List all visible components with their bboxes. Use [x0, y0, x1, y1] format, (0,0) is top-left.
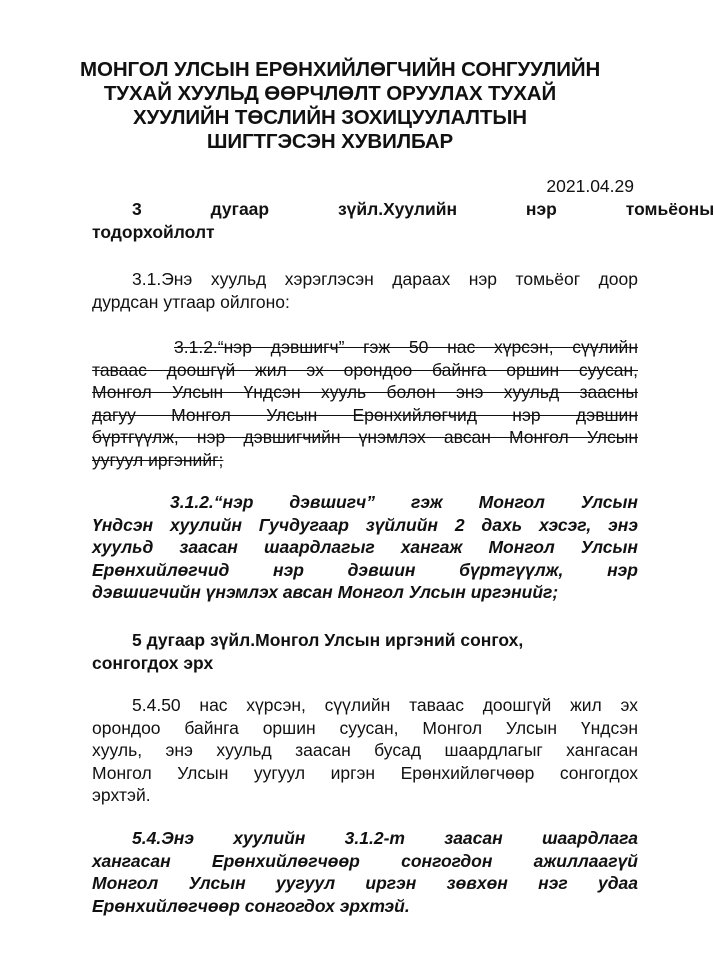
article-3-1-2-deleted-paragraph — [92, 336, 638, 471]
article-5-4-amended-paragraph — [92, 827, 638, 917]
word: томьёоны — [625, 199, 714, 219]
heading-line: 5 дугаар зүйл.Монгол Улсын иргэний сонгох, — [132, 630, 524, 650]
paragraph-line: 5.4.Энэ хуулийн 3.1.2-т заасан шаардлага — [132, 828, 638, 848]
title-line: ХУУЛИЙН ТӨСЛИЙН ЗОХИЦУУЛАЛТЫН — [132, 106, 528, 129]
article-number: 3 — [132, 199, 142, 219]
paragraph-line: 3.1.Энэ хуульд хэрэглэсэн дараах нэр томьёог доор — [132, 269, 638, 289]
document-date: 2021.04.29 — [546, 176, 634, 196]
paragraph-line: дагуу Монгол Улсын Ерөнхийлөгчид нэр дэвшин — [92, 404, 638, 425]
paragraph-line: дурдсан утгаар ойлгоно: — [92, 291, 290, 312]
paragraph-line: Монгол Улсын уугуул иргэн Ерөнхийлөгчөөр сонгогдох — [92, 762, 638, 783]
paragraph-line: таваас доошгүй жил эх орондоо байнга оршин суусан, — [92, 359, 638, 380]
heading-line — [92, 198, 714, 221]
paragraph-line: 5.4.50 нас хүрсэн, сүүлийн таваас доошгүй жил эх — [132, 695, 638, 715]
paragraph-line: Монгол Улсын уугуул иргэн зөвхөн нэг удаа — [92, 873, 638, 893]
paragraph-line: хууль, энэ хуульд заасан бусад шаардлагыг хангасан — [92, 740, 638, 760]
title-line: МОНГОЛ УЛСЫН ЕРӨНХИЙЛӨГЧИЙН СОНГУУЛИЙН — [80, 58, 601, 81]
title-line: ШИГТГЭСЭН ХУВИЛБАР — [206, 130, 454, 153]
article-5-heading — [92, 629, 638, 674]
article-3-heading — [92, 198, 714, 243]
document-title — [80, 58, 601, 154]
paragraph-line: Ерөнхийлөгчөөр сонгогдох эрхтэй. — [92, 895, 410, 916]
heading-line: сонгогдох эрх — [92, 652, 214, 673]
word: нэр — [525, 199, 557, 219]
paragraph-line: дэвшигчийн үнэмлэх авсан Монгол Улсын иргэнийг; — [92, 582, 559, 602]
word: дугаар — [210, 199, 270, 219]
article-3-1-paragraph — [92, 268, 638, 313]
paragraph-line: Үндсэн хуулийн Гучдугаар зүйлийн 2 дахь хэсэг, энэ — [92, 514, 638, 535]
word: зүйл.Хуулийн — [337, 199, 458, 219]
paragraph-line: хуульд заасан шаардлагыг хангаж Монгол Улсын — [92, 537, 638, 557]
paragraph-line: 3.1.2.“нэр дэвшигч” гэж Монгол Улсын — [170, 492, 638, 512]
paragraph-line: 3.1.2.“нэр дэвшигч” гэж 50 нас хүрсэн, сүүлийн — [174, 337, 638, 357]
paragraph-line: эрхтэй. — [92, 785, 151, 805]
paragraph-line: уугуул иргэнийг; — [92, 449, 224, 470]
heading-line: тодорхойлолт — [92, 221, 215, 242]
title-line: ТУХАЙ ХУУЛЬД ӨӨРЧЛӨЛТ ОРУУЛАХ ТУХАЙ — [103, 82, 557, 105]
paragraph-line: бүртгүүлж, нэр дэвшигчийн үнэмлэх авсан Монгол Улсын — [92, 427, 638, 447]
paragraph-line: хангасан Ерөнхийлөгчөөр сонгогдон ажиллаагүй — [92, 850, 638, 871]
paragraph-line: орондоо байнга оршин суусан, Монгол Улсын Үндсэн — [92, 717, 638, 738]
paragraph-line: Ерөнхийлөгчид нэр дэвшин бүртгүүлж, нэр — [92, 559, 638, 580]
article-3-1-2-amended-paragraph — [92, 491, 638, 604]
article-5-4-original-paragraph — [92, 694, 638, 807]
paragraph-line: Монгол Улсын Үндсэн хууль болон энэ хуульд заасны — [92, 382, 638, 402]
